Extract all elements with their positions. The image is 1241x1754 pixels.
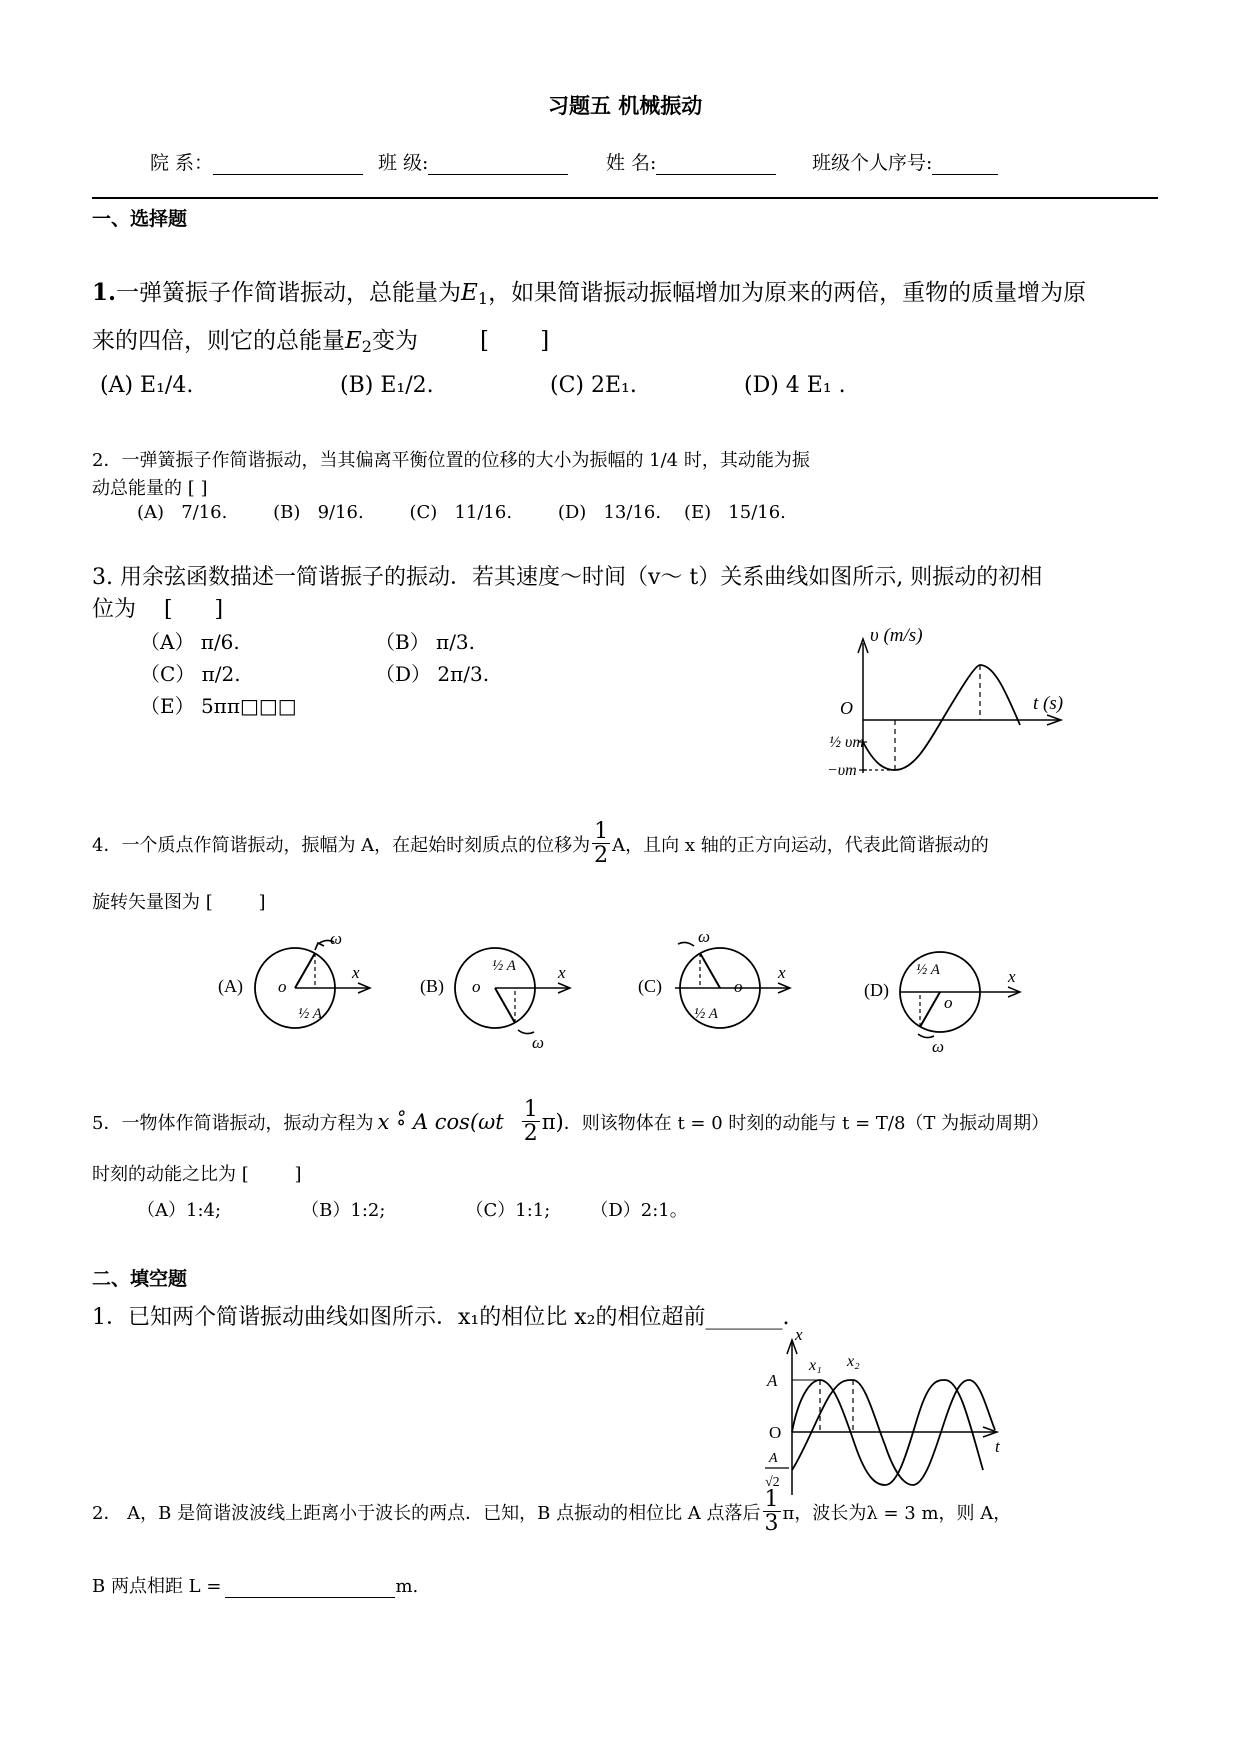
- q4-fig-a-rotation-arrow: [315, 943, 324, 950]
- fill1-x-label: x: [795, 1330, 803, 1344]
- q5-line2[interactable]: 时刻的动能之比为 [ ]: [92, 1164, 302, 1185]
- q1-e1-sub: 1: [477, 289, 489, 309]
- q5-text-a: 5．一物体作简谐振动，振动方程为: [92, 1112, 374, 1134]
- q1-answer-bracket[interactable]: [ ]: [480, 328, 550, 354]
- seq-field: [812, 148, 998, 175]
- q1-text-b: ，如果简谐振动振幅增加为原来的两倍，重物的质量增为原: [488, 280, 1087, 306]
- fill2-text-a: 2． A，B 是简谐波波线上距离小于波长的两点．已知，B 点振动的相位比 A 点落后: [92, 1502, 761, 1524]
- name-blank[interactable]: [656, 156, 776, 175]
- q4-text-a: 4．一个质点作简谐振动，振幅为 A，在起始时刻质点的位移为: [92, 834, 591, 856]
- q1-e2-sub: 2: [361, 337, 373, 357]
- fill1-x1-label: x₁: [809, 1357, 822, 1374]
- fill2-third-num: 1: [764, 1487, 779, 1512]
- page-title: 习题五 机械振动: [548, 94, 703, 118]
- q4-fig-b-o: o: [472, 977, 481, 996]
- seq-blank[interactable]: [932, 156, 998, 175]
- q4-fig-a[interactable]: [218, 930, 370, 1028]
- q4-fig-c-vector: [700, 953, 720, 988]
- fill2-third-fraction: [763, 1488, 781, 1535]
- fill2-text-c: B 两点相距 L =: [92, 1576, 222, 1597]
- q5-half-num: 1: [523, 1097, 538, 1122]
- q4-fig-a-x: x: [352, 963, 360, 982]
- q4-line2[interactable]: 旋转矢量图为 [ ]: [92, 892, 266, 913]
- q3-neg-vm: −υm: [827, 762, 857, 779]
- q4-fig-a-label: (A): [218, 976, 243, 996]
- q4-fig-c-x: x: [778, 963, 786, 982]
- fill1-origin-label: O: [769, 1423, 782, 1442]
- section-fill-heading: 二、填空题: [92, 1268, 188, 1290]
- q4-fig-b-label: (B): [420, 976, 444, 996]
- q3-vt-graph: [815, 625, 1085, 790]
- fill2-text-b: π，波长为λ = 3 m，则 A，: [782, 1502, 1012, 1524]
- fill2-unit: m.: [395, 1576, 419, 1597]
- fill1-a-label: A: [767, 1371, 778, 1390]
- q3-option-e[interactable]: （E） 5ππ□□□: [140, 694, 297, 718]
- q4-phasor-diagrams: [210, 930, 1030, 1060]
- fill1-neg-a-den: √2: [765, 1475, 780, 1490]
- class-label: 班 级:: [378, 152, 429, 174]
- q1-text-d: 变为: [372, 328, 419, 354]
- q5-options[interactable]: （A）1:4; （B）1:2; （C）1:1; （D）2:1。: [137, 1200, 688, 1221]
- q4-fig-d-label: (D): [864, 980, 889, 1000]
- q1-text-a: 一弹簧振子作简谐振动，总能量为: [116, 280, 462, 306]
- q4-fig-a-vector: [295, 953, 315, 988]
- fill1-neg-a-num: A: [769, 1451, 778, 1466]
- q5-line1: [92, 1098, 1049, 1145]
- fill1-x2-label: x₂: [847, 1353, 860, 1370]
- q4-fig-d-half-a: ½ A: [916, 962, 940, 978]
- q4-fig-b-omega: ω: [532, 1033, 545, 1052]
- q4-fig-b-half-a: ½ A: [492, 958, 516, 974]
- fill2-answer-blank[interactable]: [225, 1579, 395, 1598]
- q1-option-c[interactable]: (C) 2E₁.: [550, 373, 637, 398]
- q3-option-d[interactable]: （D） 2π/3.: [375, 662, 490, 686]
- q3-velocity-curve: [863, 665, 1020, 770]
- q3-half-vm: ½ υm: [829, 734, 864, 751]
- q4-fig-d-o: o: [944, 993, 953, 1012]
- header-divider: [92, 197, 1158, 199]
- dept-label: 院 系：: [150, 152, 214, 174]
- q4-fig-c-label: (C): [638, 976, 662, 996]
- q3-option-b[interactable]: （B） π/3.: [375, 630, 476, 654]
- dept-field: [150, 148, 363, 175]
- q3-ylabel: υ (m/s): [870, 625, 923, 646]
- q3-line1: 3. 用余弦函数描述一简谐振子的振动．若其速度～时间（v～ t）关系曲线如图所示, 则振动的初相: [92, 565, 1043, 590]
- q1-number: 1.: [92, 279, 117, 306]
- class-blank[interactable]: [428, 156, 568, 175]
- q4-fig-c[interactable]: [638, 930, 790, 1028]
- q1-option-b[interactable]: (B) E₁/2.: [340, 373, 434, 398]
- q4-fig-b[interactable]: [420, 948, 570, 1052]
- dept-blank[interactable]: [213, 156, 363, 175]
- q1-e2: E: [345, 328, 362, 354]
- fill1-xt-graph: [755, 1330, 1025, 1500]
- fill2-line1: [92, 1488, 1011, 1535]
- q4-text-b: A，且向 x 轴的正方向运动，代表此简谐振动的: [612, 834, 989, 856]
- q1-line1: [92, 274, 1086, 308]
- q4-fig-c-half-a: ½ A: [694, 1006, 718, 1022]
- seq-label: 班级个人序号:: [812, 152, 933, 174]
- q3-origin: O: [840, 698, 853, 718]
- q4-fig-c-rotation: [678, 942, 694, 946]
- q4-half-fraction: [592, 820, 610, 867]
- q4-fig-a-half-a: ½ A: [298, 1006, 322, 1022]
- q1-e1: E: [461, 280, 478, 306]
- q4-fig-b-x: x: [558, 963, 566, 982]
- fill2-line2: [92, 1572, 418, 1598]
- q3-option-a[interactable]: （A） π/6.: [140, 630, 240, 654]
- q2-options[interactable]: (A) 7/16. (B) 9/16. (C) 11/16. (D) 13/16. (E) 15/16.: [137, 502, 786, 523]
- name-field: [606, 148, 776, 175]
- name-label: 姓 名:: [606, 152, 657, 174]
- q4-fig-d-omega: ω: [932, 1037, 945, 1056]
- q4-fig-b-vector: [495, 988, 515, 1023]
- q4-fig-d-x: x: [1008, 967, 1016, 986]
- q4-line1: [92, 820, 989, 867]
- q4-half-num: 1: [594, 819, 609, 844]
- q4-fig-c-o: o: [734, 977, 743, 996]
- q4-fig-c-omega: ω: [698, 930, 711, 946]
- fill1-t-label: t: [995, 1437, 1000, 1456]
- q4-fig-a-o: o: [278, 977, 287, 996]
- q5-text-b: ．则该物体在 t = 0 时刻的动能与 t = T/8（T 为振动周期）: [563, 1112, 1050, 1134]
- q3-line2[interactable]: 位为 [ ]: [92, 597, 224, 622]
- q3-xlabel: t (s): [1033, 693, 1064, 714]
- q4-fig-d-vector: [920, 992, 940, 1027]
- q1-option-a[interactable]: (A) E₁/4.: [100, 373, 194, 398]
- q3-option-c[interactable]: （C） π/2.: [140, 662, 241, 686]
- q5-pi-close: π): [541, 1109, 564, 1134]
- q1-option-d[interactable]: (D) 4 E₁ .: [744, 373, 846, 398]
- section-choice-heading: 一、选择题: [92, 208, 188, 230]
- q5-half-den: 2: [523, 1121, 538, 1147]
- fill1-line[interactable]: 1．已知两个简谐振动曲线如图所示．x₁的相位比 x₂的相位超前_______.: [92, 1305, 790, 1330]
- fill2-third-den: 3: [764, 1511, 779, 1537]
- q2-line1: 2．一弹簧振子作简谐振动，当其偏离平衡位置的位移的大小为振幅的 1/4 时，其动能为振: [92, 450, 810, 471]
- q1-text-c: 来的四倍，则它的总能量: [92, 328, 345, 354]
- q5-equation: x ∘̊ A cos(ωt: [377, 1109, 504, 1134]
- q2-line2[interactable]: 动总能量的 [ ]: [92, 478, 208, 499]
- q5-half-fraction: [522, 1098, 540, 1145]
- q4-fig-d[interactable]: [864, 952, 1020, 1056]
- q4-half-den: 2: [594, 843, 609, 869]
- q1-line2: [92, 322, 549, 356]
- class-field: [378, 148, 568, 175]
- q4-fig-a-omega: ω: [330, 930, 343, 948]
